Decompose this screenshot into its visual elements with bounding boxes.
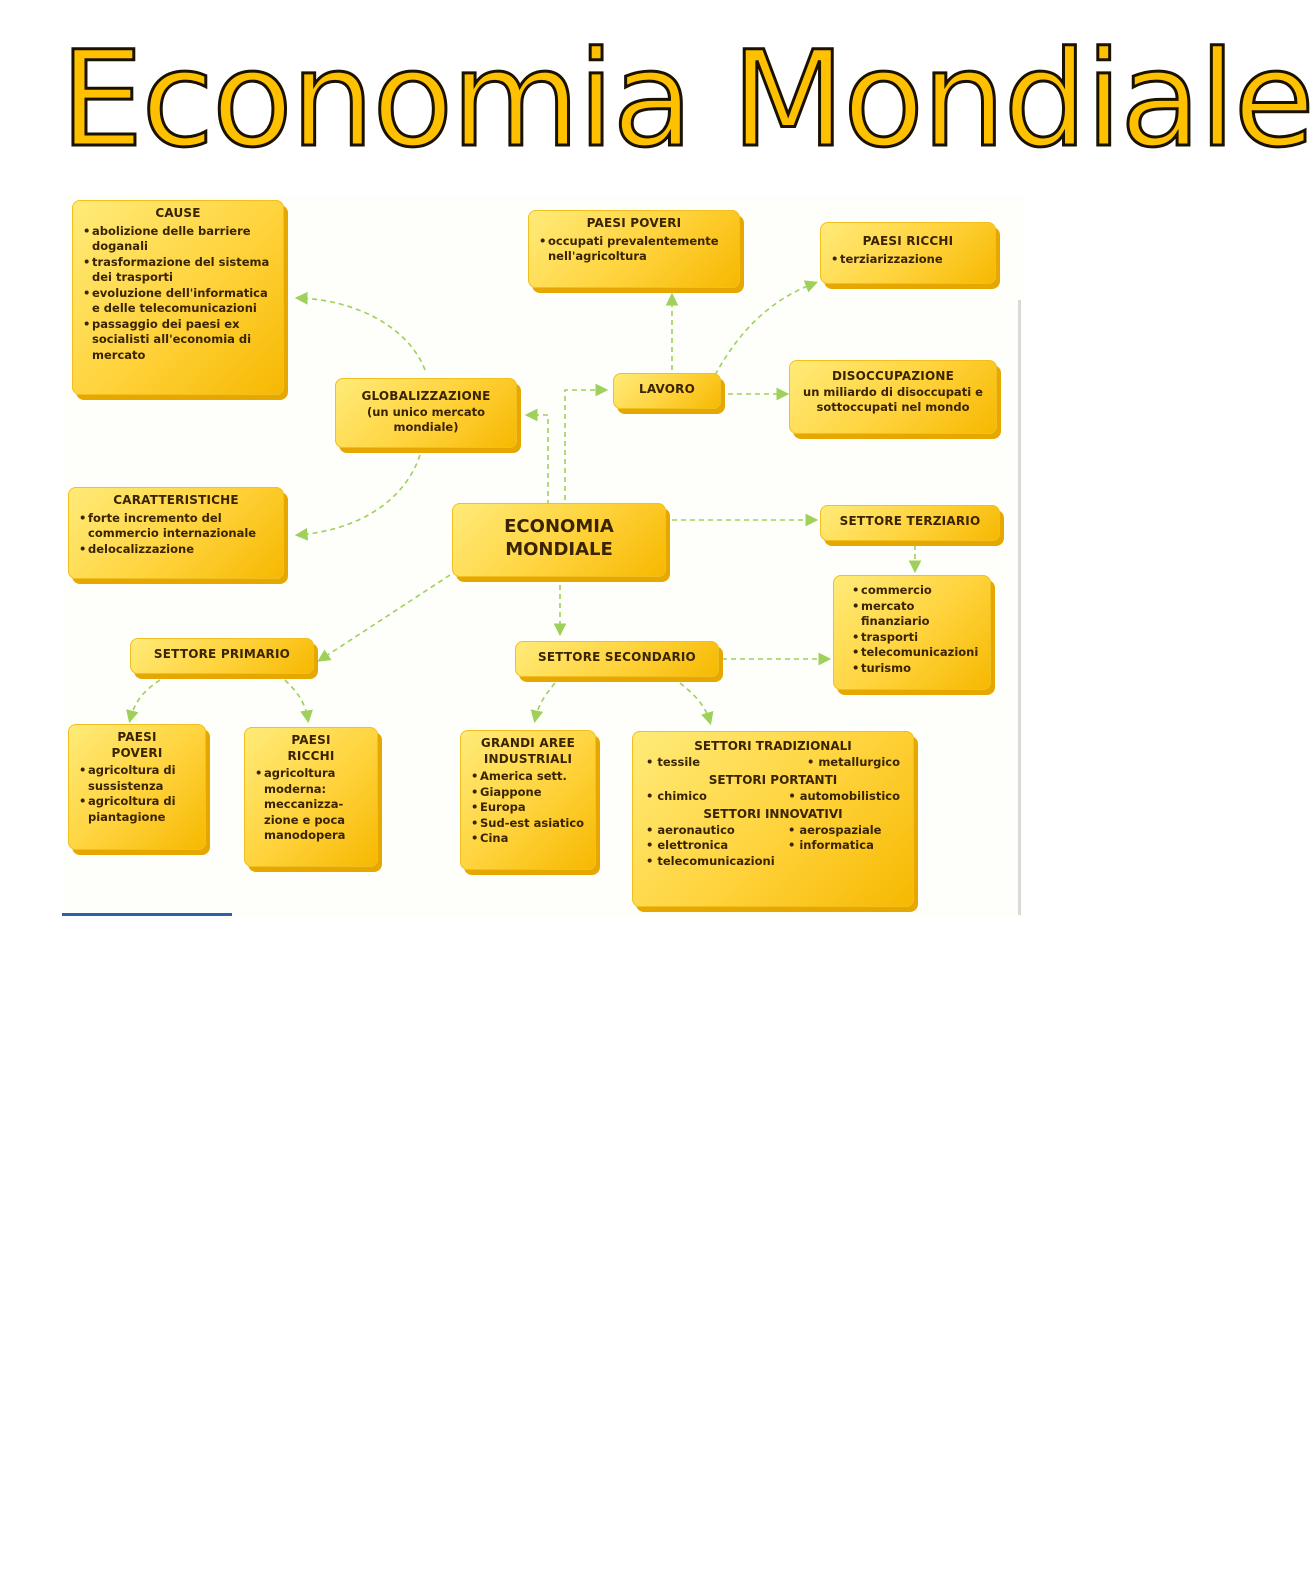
terziario-item: • trasporti xyxy=(861,630,981,646)
paesi-poveri-lavoro-title: PAESI POVERI xyxy=(586,216,682,230)
settori-box xyxy=(632,731,914,907)
link-secondario-grandi-aree xyxy=(535,683,555,720)
paesi-ricchi-lavoro-item: • terziarizzazione xyxy=(840,252,986,268)
settore-secondario-title: SETTORE SECONDARIO xyxy=(538,650,696,664)
link-primario-ricchi xyxy=(285,680,308,720)
lavoro-title: LAVORO xyxy=(638,382,696,396)
settore-item: • aeronautico xyxy=(646,822,735,837)
settore-item: • elettronica xyxy=(646,838,729,852)
primario-paesi-ricchi-box xyxy=(244,727,378,867)
settori-innovativi-title: SETTORI INNOVATIVI xyxy=(703,807,843,821)
terziario-item: • mercato finanziario xyxy=(861,599,981,630)
paesi-poveri-lavoro-item: • occupati prevalentemente nell'agricoltura xyxy=(548,234,730,265)
settori-tradizionali-title: SETTORI TRADIZIONALI xyxy=(694,739,852,753)
grandi-aree-item: • America sett. xyxy=(480,769,586,785)
globalizzazione-box xyxy=(335,378,517,448)
settori-innovativi-row xyxy=(646,854,900,870)
link-globalizzazione-cause xyxy=(298,298,425,370)
primario-paesi-ricchi-title: PAESI RICCHI xyxy=(287,733,335,763)
cause-item: • trasformazione del sistema dei trasporti xyxy=(92,255,274,286)
disoccupazione-box xyxy=(789,360,997,434)
settore-item: • automobilistico xyxy=(788,788,900,803)
grandi-aree-item: • Cina xyxy=(480,831,586,847)
settore-item: • telecomunicazioni xyxy=(646,853,775,868)
globalizzazione-subtitle: (un unico mercato mondiale) xyxy=(366,404,486,434)
settore-primario-box xyxy=(130,638,314,674)
link-center-primario xyxy=(320,575,450,660)
primario-poveri-item: • agricoltura di sussistenza xyxy=(88,763,196,794)
center-line-2: MONDIALE xyxy=(505,539,613,560)
terziario-item: • telecomunicazioni xyxy=(861,645,981,661)
settori-portanti-title: SETTORI PORTANTI xyxy=(708,773,838,787)
grandi-aree-item: • Sud-est asiatico xyxy=(480,816,586,832)
economia-mondiale-center-box xyxy=(452,503,666,577)
link-center-lavoro xyxy=(565,390,605,500)
link-globalizzazione-caratteristiche xyxy=(298,455,420,535)
grandi-aree-box xyxy=(460,730,596,870)
primario-paesi-poveri-title: PAESI POVERI xyxy=(111,730,163,760)
caratteristiche-item: • forte incremento del commercio internazionale xyxy=(88,511,274,542)
paesi-poveri-lavoro-box xyxy=(528,210,740,288)
settore-terziario-box xyxy=(820,505,1000,541)
link-center-globalizzazione xyxy=(528,415,548,505)
settore-primario-title: SETTORE PRIMARIO xyxy=(153,647,291,661)
cause-item: • abolizione delle barriere doganali xyxy=(92,224,274,255)
settore-item: • chimico xyxy=(646,788,707,803)
disoccupazione-title: DISOCCUPAZIONE xyxy=(831,369,954,383)
settore-item: • metallurgico xyxy=(806,754,900,769)
cause-box xyxy=(72,200,284,395)
grandi-aree-item: • Giappone xyxy=(480,785,586,801)
cause-item: • passaggio dei paesi ex socialisti all'economia di mercato xyxy=(92,317,274,364)
settori-portanti-row xyxy=(646,789,900,805)
link-secondario-settori xyxy=(680,683,710,722)
cause-title: CAUSE xyxy=(155,206,201,220)
settore-item: • tessile xyxy=(646,754,701,769)
settore-item: • aerospaziale xyxy=(788,822,882,837)
caratteristiche-title: CARATTERISTICHE xyxy=(113,493,239,507)
grandi-aree-title: GRANDI AREE INDUSTRIALI xyxy=(480,736,576,766)
primario-paesi-poveri-box xyxy=(68,724,206,850)
globalizzazione-title: GLOBALIZZAZIONE xyxy=(361,389,491,403)
settori-innovativi-row xyxy=(646,823,900,839)
disoccupazione-text: un miliardo di disoccupati e sottoccupati nel mondo xyxy=(803,384,983,414)
cause-item: • evoluzione dell'informatica e delle telecomunicazioni xyxy=(92,286,274,317)
terziario-list-box xyxy=(833,575,991,690)
settori-innovativi-row xyxy=(646,838,900,854)
settore-item: • informatica xyxy=(788,838,874,852)
grandi-aree-item: • Europa xyxy=(480,800,586,816)
caratteristiche-item: • delocalizzazione xyxy=(88,542,274,558)
paesi-ricchi-lavoro-title: PAESI RICCHI xyxy=(862,234,954,248)
primario-poveri-item: • agricoltura di piantagione xyxy=(88,794,196,825)
primario-ricchi-item: • agricoltura moderna: meccanizza-zione e poca manodopera xyxy=(264,766,368,844)
terziario-item: • turismo xyxy=(861,661,981,677)
settore-terziario-title: SETTORE TERZIARIO xyxy=(839,514,981,528)
settore-secondario-box xyxy=(515,641,719,677)
center-line-1: ECONOMIA xyxy=(504,516,614,537)
page-title: Economia Mondiale xyxy=(60,23,1313,177)
caratteristiche-box xyxy=(68,487,284,579)
lavoro-box xyxy=(613,373,721,409)
settori-tradizionali-row xyxy=(646,755,900,771)
paesi-ricchi-lavoro-box xyxy=(820,222,996,284)
terziario-item: • commercio xyxy=(861,583,981,599)
link-primario-poveri xyxy=(130,680,160,720)
